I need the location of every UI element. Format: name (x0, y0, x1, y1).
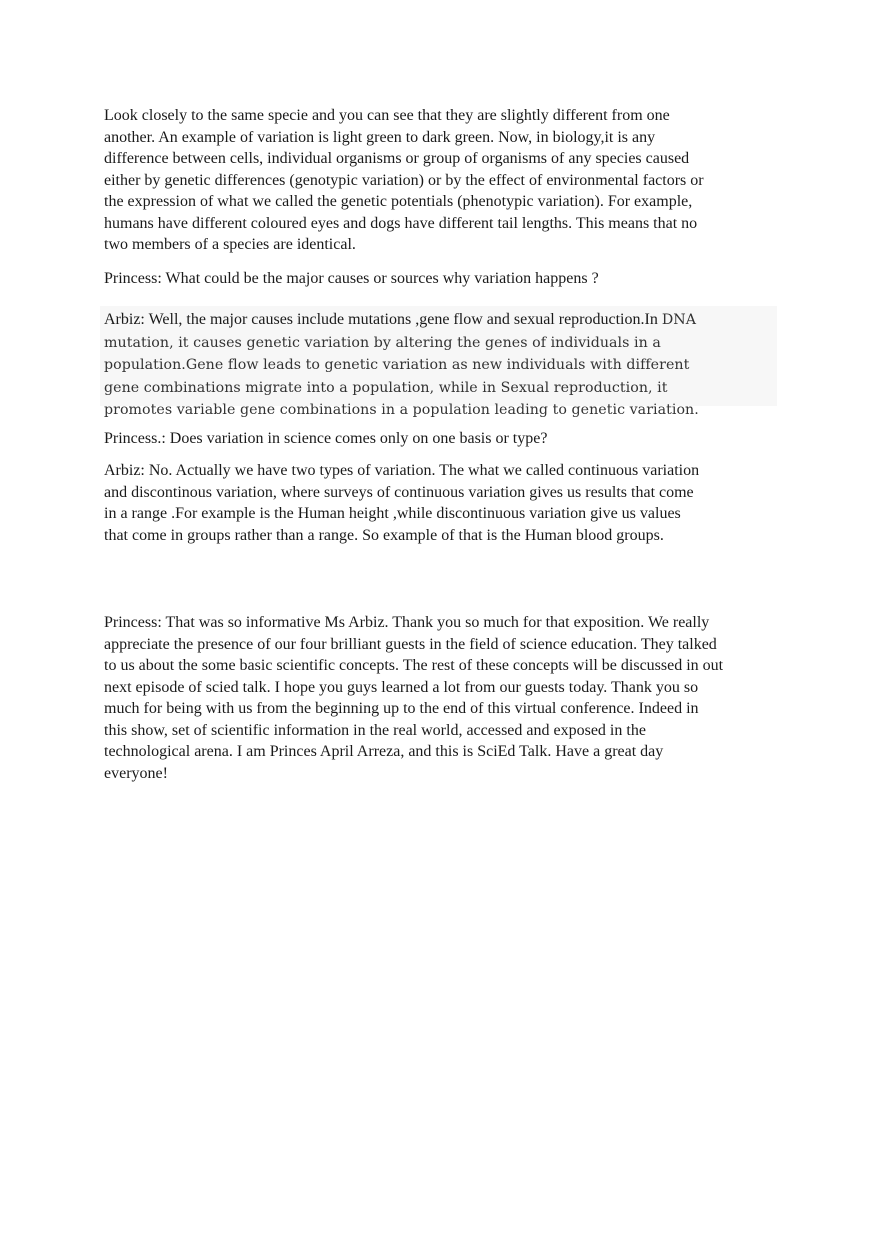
paragraph-princess-question-2: Princess.: Does variation in science comes only on one basis or type? (104, 430, 548, 447)
arbiz-answer-1-lead: Arbiz: Well, the major causes include mutations ,gene flow and sexual reproduction.In (104, 311, 658, 328)
paragraph-arbiz-answer-2: Arbiz: No. Actually we have two types of variation. The what we called continuous variation and discontinous variation, where surveys of continuous variation gives us results that come in a range .For example is the Human height ,while discontinuous variation give us values that come in groups rather than a range. So example of that is the Human blood groups. (104, 462, 700, 544)
paragraph-intro: Look closely to the same specie and you can see that they are slightly different from one another. An example of variation is light green to dark green. Now, in biology,it is any difference between cells, individual organisms or group of organisms of any species caused either by genetic differences (genotypic variation) or by the effect of environmental factors or the expression of what we called the genetic potentials (phenotypic variation). For example, humans have different coloured eyes and dogs have different tail lengths. This means that no two members of a species are identical. (104, 107, 704, 253)
paragraph-princess-question-1: Princess: What could be the major causes or sources why variation happens ? (104, 270, 599, 287)
paragraph-arbiz-answer-1 (104, 309, 716, 422)
paragraph-princess-closing: Princess: That was so informative Ms Arbiz. Thank you so much for that exposition. We really appreciate the presence of our four brilliant guests in the field of science education. They talked to us about the some basic scientific concepts. The rest of these concepts will be discussed in out next episode of scied talk. I hope you guys learned a lot from our guests today. Thank you so much for being with us from the beginning up to the end of this virtual conference. Indeed in this show, set of scientific information in the real world, accessed and exposed in the technological arena. I am Princes April Arreza, and this is SciEd Talk. Have a great day everyone! (104, 614, 724, 782)
arbiz-answer-1-rest: DNA mutation, it causes genetic variation by altering the genes of individuals in a population.Gene flow leads to genetic variation as new individuals with different gene combinations migrate into a population, while in Sexual reproduction, it promotes variable gene combinations in a population leading to genetic variation. (104, 312, 699, 418)
